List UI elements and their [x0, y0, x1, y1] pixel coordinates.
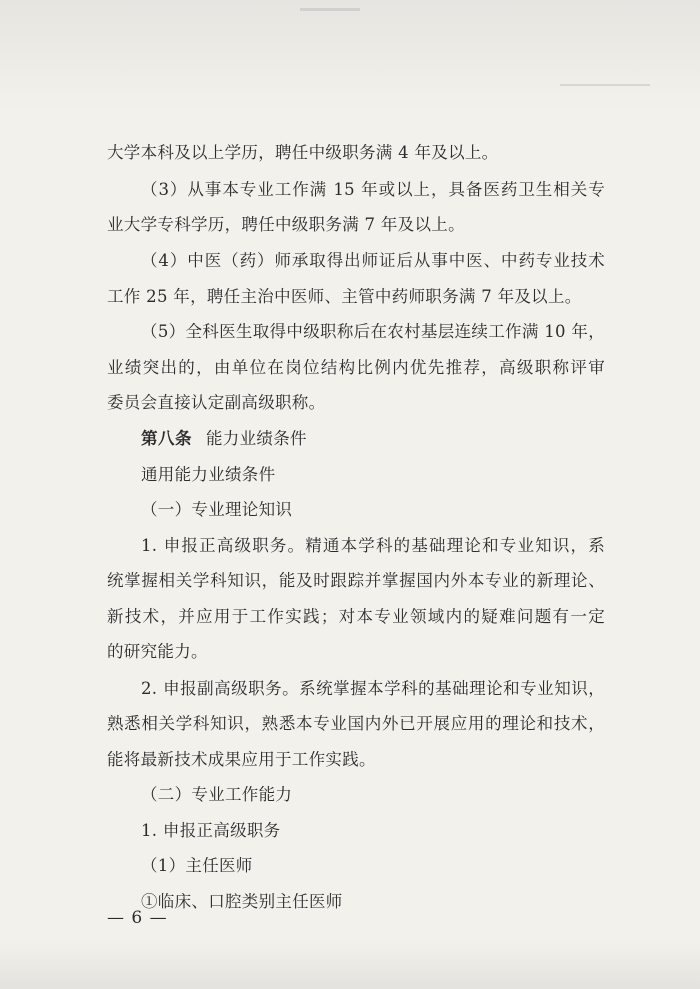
- section-heading: 1. 申报正高级职务: [141, 821, 281, 840]
- text-line: 业大学专科学历，聘任中级职务满 7 年及以上。: [107, 215, 465, 234]
- text-line: 能将最新技术成果应用于工作实践。: [107, 750, 376, 769]
- article-heading: [141, 427, 307, 451]
- text-line: 新技术，并应用于工作实践；对本专业领域内的疑难问题有一定: [107, 607, 605, 626]
- text-line: 工作 25 年，聘任主治中医师、主管中药师职务满 7 年及以上。: [107, 287, 582, 306]
- section-heading: ①临床、口腔类别主任医师: [141, 892, 343, 911]
- text-line: 业绩突出的，由单位在岗位结构比例内优先推荐，高级职称评审: [107, 358, 605, 377]
- text-line: 大学本科及以上学历，聘任中级职务满 4 年及以上。: [107, 143, 499, 162]
- text-line: （5）全科医生取得中级职称后在农村基层连续工作满 10 年，: [141, 322, 605, 341]
- text-line: 2. 申报副高级职务。系统掌握本学科的基础理论和专业知识，: [141, 679, 605, 698]
- text-line: 的研究能力。: [107, 642, 208, 661]
- text-line: 委员会直接认定副高级职称。: [107, 393, 326, 412]
- section-heading: 通用能力业绩条件: [141, 465, 276, 484]
- article-title: 能力业绩条件: [206, 429, 307, 448]
- section-heading: （一）专业理论知识: [141, 500, 293, 519]
- article-number: 第八条: [141, 429, 192, 448]
- text-line: （4）中医（药）师承取得出师证后从事中医、中药专业技术: [141, 251, 605, 270]
- section-heading: （二）专业工作能力: [141, 785, 293, 804]
- section-heading: （1）主任医师: [141, 856, 253, 875]
- text-line: 统掌握相关学科知识，能及时跟踪并掌握国内外本专业的新理论、: [107, 571, 605, 590]
- text-line: 熟悉相关学科知识，熟悉本专业国内外已开展应用的理论和技术，: [107, 714, 605, 733]
- text-line: （3）从事本专业工作满 15 年或以上，具备医药卫生相关专: [141, 180, 605, 199]
- page-number: — 6 —: [107, 908, 168, 928]
- text-line: 1. 申报正高级职务。精通本学科的基础理论和专业知识，系: [141, 536, 605, 555]
